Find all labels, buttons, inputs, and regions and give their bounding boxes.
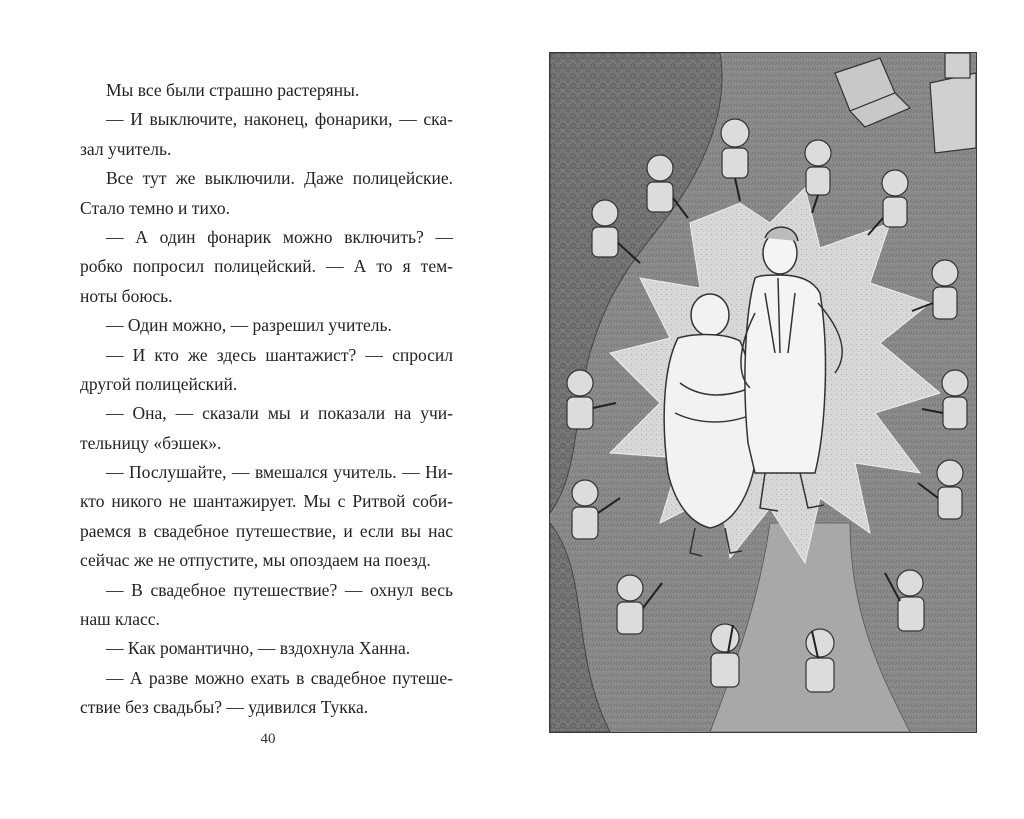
illustration-drawing: [550, 53, 976, 732]
text-line: кто никого не шантажирует. Мы с Ритвой соби-: [80, 491, 453, 512]
illustration-teacher-couple-in-flashlight-circle: [549, 52, 977, 733]
text-line: тельницу «бэшек».: [80, 432, 222, 453]
text-line: Все тут же выключили. Даже полицейские.: [106, 168, 453, 189]
text-line: — И кто же здесь шантажист? — спросил: [106, 344, 453, 365]
text-line: робко попросил полицейский. — А то я тем-: [80, 256, 453, 277]
text-line: — И выключите, наконец, фонарики, — ска-: [106, 109, 453, 130]
text-line: — Один можно, — разрешил учитель.: [106, 315, 392, 336]
text-line: ствие без свадьбы? — удивился Тукка.: [80, 697, 369, 718]
text-line: ноты боюсь.: [80, 285, 173, 306]
text-line: — Как романтично, — вздохнула Ханна.: [106, 638, 411, 659]
text-line: — Она, — сказали мы и показали на учи-: [106, 403, 453, 424]
text-line: — А один фонарик можно включить? —: [106, 226, 453, 247]
text-line: — А разве можно ехать в свадебное путеше-: [106, 667, 453, 688]
text-line: — Послушайте, — вмешался учитель. — Ни-: [106, 462, 453, 483]
text-line: зал учитель.: [80, 138, 172, 159]
text-line: другой полицейский.: [80, 373, 238, 394]
page-number: 40: [260, 731, 276, 747]
text-line: — В свадебное путешествие? — охнул весь: [106, 579, 453, 600]
text-line: наш класс.: [80, 609, 160, 630]
text-line: сейчас же не отпустите, мы опоздаем на поезд.: [80, 550, 431, 571]
body-text: [80, 76, 453, 723]
text-line: Мы все были страшно растеряны.: [106, 80, 360, 100]
text-line: раемся в свадебное путешествие, и если вы нас: [80, 520, 453, 541]
text-line: Стало темно и тихо.: [80, 197, 231, 218]
